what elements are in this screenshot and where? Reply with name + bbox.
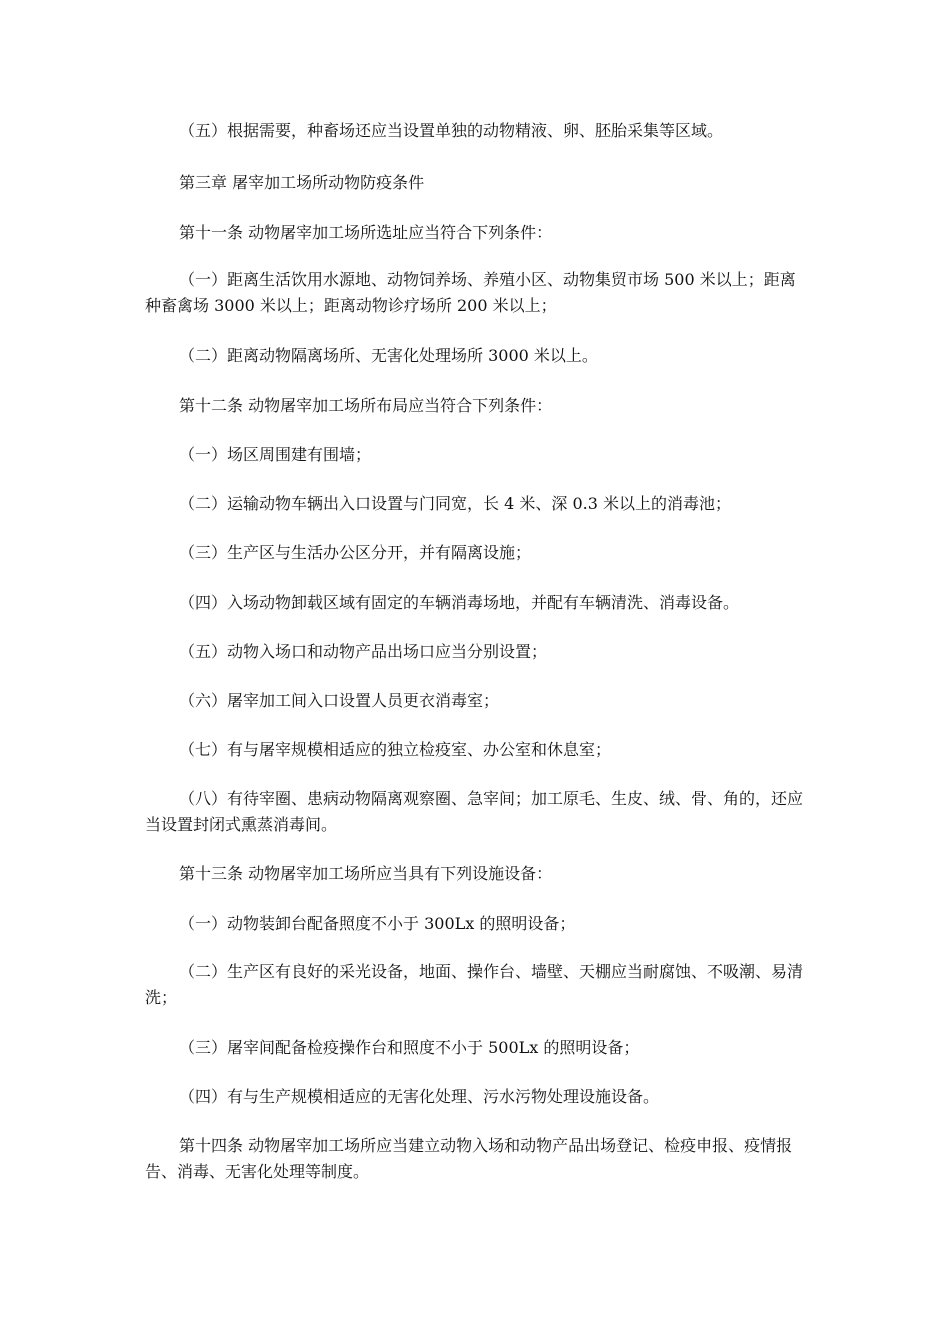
- paragraph: （六）屠宰加工间入口设置人员更衣消毒室；: [179, 691, 500, 710]
- paragraph: （一）场区周围建有围墙；: [179, 445, 372, 464]
- paragraph: （一）动物装卸台配备照度不小于 300Lx 的照明设备；: [179, 914, 576, 933]
- paragraph: 第十四条 动物屠宰加工场所应当建立动物入场和动物产品出场登记、检疫申报、疫情报告、消毒、无害化处理等制度。: [145, 1136, 793, 1181]
- paragraph: （三）生产区与生活办公区分开，并有隔离设施；: [179, 543, 532, 562]
- paragraph: （七）有与屠宰规模相适应的独立检疫室、办公室和休息室；: [179, 740, 612, 759]
- article-heading: 第十三条 动物屠宰加工场所应当具有下列设施设备：: [179, 864, 553, 883]
- paragraph: （二）运输动物车辆出入口设置与门同宽，长 4 米、深 0.3 米以上的消毒池；: [179, 494, 731, 513]
- paragraph: （五）根据需要，种畜场还应当设置单独的动物精液、卵、胚胎采集等区域。: [179, 121, 724, 140]
- paragraph: （八）有待宰圈、患病动物隔离观察圈、急宰间；加工原毛、生皮、绒、骨、角的，还应当设置封闭式熏蒸消毒间。: [145, 789, 804, 834]
- article-heading: 第十二条 动物屠宰加工场所布局应当符合下列条件：: [179, 396, 553, 415]
- article-heading: 第十一条 动物屠宰加工场所选址应当符合下列条件：: [179, 223, 553, 242]
- paragraph: （一）距离生活饮用水源地、动物饲养场、养殖小区、动物集贸市场 500 米以上；距离种畜禽场 3000 米以上；距离动物诊疗场所 200 米以上；: [145, 270, 796, 315]
- paragraph: （三）屠宰间配备检疫操作台和照度不小于 500Lx 的照明设备；: [179, 1038, 640, 1057]
- chapter-heading: 第三章 屠宰加工场所动物防疫条件: [179, 173, 425, 192]
- paragraph: （四）入场动物卸载区域有固定的车辆消毒场地，并配有车辆清洗、消毒设备。: [179, 593, 740, 612]
- paragraph: （二）距离动物隔离场所、无害化处理场所 3000 米以上。: [179, 346, 598, 365]
- paragraph: （二）生产区有良好的采光设备，地面、操作台、墙壁、天棚应当耐腐蚀、不吸潮、易清洗；: [145, 962, 804, 1007]
- paragraph: （五）动物入场口和动物产品出场口应当分别设置；: [179, 642, 548, 661]
- paragraph: （四）有与生产规模相适应的无害化处理、污水污物处理设施设备。: [179, 1087, 660, 1106]
